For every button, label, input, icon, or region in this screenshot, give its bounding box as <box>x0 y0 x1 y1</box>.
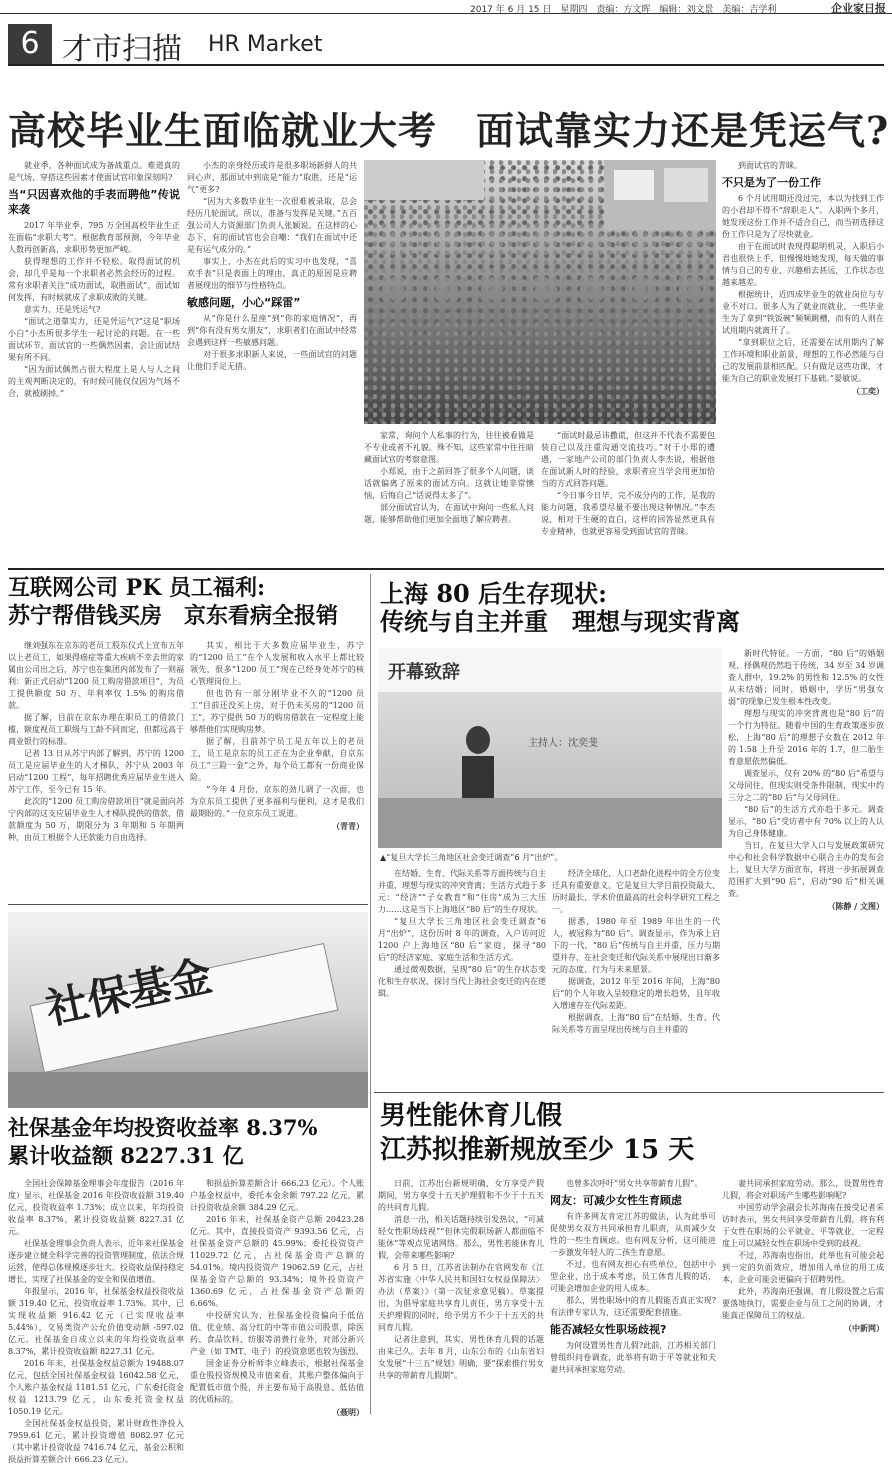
job-fair-photo <box>364 160 716 424</box>
paragraph: 但也仍有一部分刚毕业不久的“1200 员工”目前还没买上房，对于仍未买房的“1200 员工”，苏宁提供 50 万的购房借款在一定程度上能够帮他们实现购房梦。 <box>190 689 364 734</box>
paragraph: 部分面试官认为，在面试中询问一些私人问题，能够帮助他们更加全面地了解应聘者。 <box>364 503 534 524</box>
byline: （聂明） <box>332 1407 364 1417</box>
internet-headline-1: 互联网公司 PK 员工福利: <box>8 575 266 601</box>
lead-col-3 <box>364 430 534 562</box>
byline: （工奕） <box>852 386 884 396</box>
shanghai-col-1 <box>378 868 546 1086</box>
paragraph: 2017 年毕业季，795 万全国高校毕业生正在面临“求职大考”。根据教育部预测，今年毕业人数再创新高，求职形势更加严峻。 <box>8 221 180 254</box>
lead-subhead-1: 当“只因喜欢他的手表而聘他”传说来袭 <box>8 188 180 216</box>
paragraph: 有许多网友肯定江苏的做法，认为此举可促使男女双方共同承担育儿职责，从而减少女性的一些生育顾虑。也有网友分析，这可能进一步激发年轻人的二孩生育意愿。 <box>550 1212 716 1257</box>
paragraph: 不过，也有网友担心有些单位，包括中小型企业，出于成本考虑，员工休育儿假的话，可能会增加企业的用人成本。 <box>550 1260 716 1293</box>
paragraph: 据调查，2012 年至 2016 年间，上海“80 后”的个人年收入呈较稳定的增长趋势，且年收入增速存在代际差距。 <box>552 977 720 1010</box>
paragraph: 据了解，目前苏宁员工是五年以上的老员工，员工是京东的员工正在为企业奉献，自京东员工“三险一金”之外，每个员工都有一份商业保险。 <box>190 737 364 782</box>
paragraph: 在结婚、生育、代际关系等方面传统与自主并重，理想与现实的冲突背离；生活方式趋于多元：“经济”“子女教育”和“住房”成为三大压力……这是当下上海地区“80 后”的生存现状。 <box>378 869 546 914</box>
paragraph: 此外，苏海南还强调，育儿假设置之后需要落地执行，需要企业与员工之间的协调，才能真正保障员工的权益。 <box>722 1287 884 1320</box>
speaker-illustration <box>378 648 722 848</box>
internet-col-1 <box>8 640 184 898</box>
paragraph: “面试时最忌讳撒谎，但这并不代表不需要包装自己以及注重沟通交流技巧。”对于小郑的遭遇，一家地产公司的部门负责人李杰说，根据他在面试新人时的经验，求职者应当学会用更加恰当的方式回答问题。 <box>541 431 715 488</box>
paragraph: 据悉，1980 年至 1989 年出生的一代人，被冠称为“80 后”。调查显示，作为承上启下的一代，“80 后”传统与自主并重，压力与期望并存，在社会变迁和代际关系中展现出日渐多元的态度、行为与未来愿景。 <box>552 917 720 974</box>
paragraph: 就业季，各种面试成为备战重点。难道真的是气场、穿搭这些因素才使面试官印象深刻吗? <box>8 161 180 182</box>
shanghai-headline-1: 上海 80 后生存现状: <box>380 579 607 608</box>
internet-headline-2: 苏宁帮借钱买房 京东看病全报销 <box>8 603 339 629</box>
issue-meta: 2017 年 6 月 15 日 星期四 责编：方文晖 编辑：刘文景 美编：吉学利 <box>470 5 777 15</box>
paragraph: 不过，苏海南也指出，此举也有可能会起到一定的负面效应，增加用人单位的用工成本，企业可能会更偏向于招聘男性。 <box>722 1251 884 1284</box>
paragraph: 也曾多次呼吁“男女共享带薪育儿假”。 <box>566 1179 703 1188</box>
paragraph: “今日事今日毕，完不成分内的工作，是我的能力问题，我希望尽量不要出现这种情况。”李杰说，相对于生硬的直白，这样的回答显然更具有专业精神，也就更容易受到面试官的青睐。 <box>541 491 715 536</box>
banner-text: 开幕致辞 <box>388 662 460 683</box>
lead-col-2 <box>187 160 357 560</box>
paternity-col-2 <box>550 1178 716 1430</box>
byline: （青青） <box>332 821 364 831</box>
paragraph: “面试之道靠实力，还是凭运气?”这是“职场小白”小杰所很多学生一起讨论的问题。在一些面试环节，面试官的一些偶然因素，会让面试结果有所不同。 <box>8 317 180 362</box>
paternity-headline-2: 江苏拟推新规放至少 15 天 <box>380 1135 695 1165</box>
section-header <box>8 22 884 66</box>
byline: （中新网） <box>844 1323 884 1333</box>
paragraph: 国金证券分析师李立峰表示，根据社保基金重仓股投资规模及市值来看，其账户整体偏向于配置低市值个股，并主要布局于高股息、低估值的优质标的。 <box>190 1359 364 1404</box>
paragraph: 根据统计，近四成毕业生的就业岗位与专业不对口。很多人为了就业而就业，一些毕业生为了拿到“铁饭碗”频频跳槽，而有的人则在试用期内就离开了。 <box>722 290 884 335</box>
paragraph: 消息一出，相关话题持续引发热议，“可减轻女性职场歧视”“但休完假职场新人都面临不能休”等观点见诸网络。那么，男性若能休育儿假，会带来哪些影响? <box>378 1215 544 1260</box>
paragraph: 妻共同承担家庭劳动。那么，设置男性育儿假，将会对职场产生哪些影响呢? <box>722 1179 884 1200</box>
lead-headline: 高校毕业生面临就业大考 面试靠实力还是凭运气? <box>8 108 890 153</box>
paragraph: 获得理想的工作并不轻松。取得面试的机会，却几乎是每一个求职者必然会经历的过程。常有求职者关注“成功面试，取胜面试”，面试如何发挥，有时候就成了求职成败的关键。 <box>8 257 180 302</box>
lead-col-1 <box>8 160 180 560</box>
paragraph: 据了解，目前在京东办理在职员工的借款门槛，额度视员工职级与工龄不同而定，但都远高于商业银行的标准。 <box>8 713 184 746</box>
paragraph: 由于在面试时表现得聪明机灵，入职后小君也很快上手，但慢慢地她发现，每天做的事情与自己的专业、兴趣相去甚远，工作状态也越来越差。 <box>722 242 884 287</box>
paternity-col-3 <box>722 1178 884 1430</box>
section-title-en: HR Market <box>208 32 323 57</box>
lead-col-4 <box>541 430 715 562</box>
shanghai-headline-2: 传统与自主并重 理想与现实背离 <box>380 607 740 636</box>
fund-photo-text: 社保基金 <box>41 950 217 1034</box>
paragraph: 此次的“1200 员工购房借款项目”就是面向苏宁内部的这支应届毕业生人才梯队提供的借款，借款额度为 50 万，期限分为 3 年期和 5 年期两种，由员工根据个人还款能力自由选择。 <box>8 797 184 842</box>
paternity-subhead-1: 网友：可减少女性生育顾虑 <box>550 1194 682 1207</box>
seminar-photo <box>378 648 722 848</box>
column-divider <box>370 574 371 1414</box>
paragraph: 记者 13 日从苏宁内部了解到，苏宁的 1200 员工是应届毕业生的人才梯队，苏宁从 2003 年启动“1200 工程”，每年招聘优秀应届毕业生进入苏宁工作，至今已有 15 年。 <box>8 749 184 794</box>
fund-col-2 <box>190 1178 364 1430</box>
paragraph: 通过微观数据，呈现“80 后”的生存状态变化和生存状况，探讨当代上海社会变迁的内在逻辑。 <box>378 965 546 998</box>
photo-caption: ▲“复旦大学长三角地区社会变迁调查”6 月“出炉”。 <box>380 853 563 862</box>
paragraph: 年报显示，2016 年，社保基金权益投资收益额 319.40 亿元，投资收益率 1.73%。其中，已实现收益额 916.42 亿元（已实现收益率 5.44%），交易类资产公允价值变动额 -597.02 亿元。社保基金自成立以来的年均投资收益率 8.37%，累计投资收益额 8227.31 亿元。 <box>8 1287 184 1356</box>
paragraph: “今年 4 月份，京东的劲儿调了一次面，也为京东员工提供了更多福利与便利，这才是我们最期盼的。”一位京东员工说道。 <box>190 785 364 818</box>
paragraph: 家常，询问个人私事的行为，往往被看做是不专业或者不礼貌。殊不知，这些家常中往往暗藏面试官的考察意图。 <box>364 431 534 464</box>
paragraph: 继刘强东在京东的老员工股东仪式上宣布五年以上老员工，如果得癌症等重大疾病不幸去世的家属由公司出之后，苏宁也在集团内部发布了一则福利：新正式启动“1200 员工购房借款项目”，为员工提供额度 50 万、年利率仅 1.5% 的购房借款。 <box>8 641 184 710</box>
paragraph: 事实上，小杰在此后的实习中也发现，“喜欢手表”只是表面上的理由，真正的原因是应聘者展现出的细节与性格特点。 <box>187 257 357 290</box>
internet-col-2 <box>190 640 364 898</box>
paragraph: 6 月 5 日，江苏省法制办在官网发布《江苏省实施〈中华人民共和国妇女权益保障法〉办法（草案）》（第一次征求意见稿）。草案提出，为倡导家庭共享育儿责任，男方享受十五天护理假的同时，给予男方不少于十五天的共同育儿假。 <box>378 1263 544 1332</box>
newspaper-name: 企业家日报 <box>831 2 886 15</box>
paragraph: 到面试官的青睐。 <box>738 161 802 170</box>
section-title: 才市扫描 <box>62 32 182 67</box>
paragraph: 全国社保基金权益投资，累计财政性净投入 7959.61 亿元，累计投资增值 8082.97 亿元（其中累计投资收益 7416.74 亿元，基金公积和损益折算差额合计 666.23 亿元）。 <box>8 1419 184 1464</box>
paragraph: 日前，江苏出台新规明确，女方享受产假期间，男方享受十五天护理假和不少于十五天的共同育儿假。 <box>378 1179 544 1212</box>
paternity-col-1 <box>378 1178 544 1430</box>
paragraph: 记者注意到，其实，男性休育儿假的话题由来已久。去年 8 月，山东公布的《山东省妇女发展“十三五”规划》明确，要“探索推行男女共享的带薪育儿假期”。 <box>378 1335 544 1380</box>
paragraph: “80 后”的生活方式亦趋于多元。调查显示，“80 后”受访者中有 70% 以上的人认为自己身体健康。 <box>728 805 884 838</box>
paragraph: 其实，相比于大多数应届毕业生，苏宁的“1200 员工”在个人发展和收入水平上都比较领先，很多“1200 员工”现在已经身处苏宁的核心管理岗位上。 <box>190 641 364 686</box>
paragraph: “拿到职位之后，还需要在试用期内了解工作环境和职业前景，理想的工作必然能与自己的发展前景相匹配。只有做足这些功课，才能为自己的职业发展打下基础。”晏敏说。 <box>722 338 884 383</box>
host-label: 主持人：沈奕斐 <box>528 738 598 749</box>
fund-headline-2: 累计收益额 8227.31 亿 <box>8 1143 244 1168</box>
fund-col-1 <box>8 1178 184 1464</box>
paragraph: 小郑说，由于之前回答了很多个人问题，谈话就偏离了原来的面试方向。这就让她非常懊恼，后悔自己“话说得太多了”。 <box>364 467 534 500</box>
paragraph: 经济全球化、人口老龄化进程中的全方位变迁具有重要意义。它是复旦大学目前投资最大、历时最长、学术价值最高的社会科学研究工程之一。 <box>552 869 720 914</box>
fund-photo <box>8 912 368 1108</box>
divider <box>374 1092 884 1093</box>
paragraph: 全国社会保障基金理事会年度报告（2016 年度）显示，社保基金 2016 年投资收益额 319.40 亿元，投资收益率 1.73%；成立以来，年均投资收益率 8.37%，累计投资收益额 8227.31 亿元。 <box>8 1179 184 1236</box>
paragraph: 当日，在复旦大学人口与发展政策研究中心和社会科学数据中心联合主办的发布会上，复旦大学方面宣布，将进一步拓展调查范围扩大到“90 后”，启动“90 后”相关调查。 <box>728 841 884 898</box>
top-bar <box>0 0 892 14</box>
paragraph: 对于很多求职新人来说，一些面试官的问题让他们手足无措。 <box>187 350 357 371</box>
crowd-illustration <box>364 160 716 424</box>
paragraph: 小杰的亲身经历或许是很多职场新鲜人的共同心声，那面试中到底是“能力”取胜，还是“运气”更多? <box>187 161 357 194</box>
paragraph: 社保基金理事会负责人表示，近年来社保基金逐步建立健全科学完善的投资管理制度，依法合规运营，使得总体规模逐步壮大。投资收益保持稳定增长，实现了社保基金的安全和保值增值。 <box>8 1239 184 1284</box>
fund-headline-1: 社保基金年均投资收益率 8.37% <box>8 1115 318 1140</box>
paragraph: “因为大多数毕业生一次很难被录取，总会经历几轮面试。所以，准备与发挥是关键。”五百强公司人力资源部门负责人张颖说。在这样的心态下，有的面试官也会自嘲：“我们在面试中还是有运气成分的。” <box>187 197 357 254</box>
lead-col-5 <box>722 160 884 560</box>
paragraph: 为何设置男性育儿假?此前，江苏相关部门曾组织问卷调查，此举将有助于平等就业和夫妻共同承担家庭劳动。 <box>550 1341 716 1374</box>
shanghai-col-3 <box>728 648 884 1086</box>
paragraph: 2016 年末，社保基金权益总额为 19488.07 亿元，包括全国社保基金权益 16042.58 亿元，个人账户基金权益 1181.51 亿元，广东委托资金权益 1213.79 亿元，山东委托资金权益 1050.19 亿元。 <box>8 1359 184 1416</box>
paragraph: 2016 年末，社保基金资产总额 20423.28 亿元。其中，直接投资资产 9393.56 亿元，占社保基金资产总额的 45.99%；委托投资资产 11029.72 亿元，占社保基金资产总额的 54.01%。境内投资资产 19062.59 亿元，占社保基金资产总额的 93.34%；境外投资资产 1360.69 亿元，占社保基金资产总额的 6.66%。 <box>190 1215 364 1308</box>
paragraph: 新时代特征。一方面，“80 后”的婚姻观、择偶观仍然趋于传统，34 岁至 34 岁调查人群中，19.2% 的男性和 12.5% 的女性从未结婚；同时，婚姻中，学历“男强女弱”的现象已发生根本性改变。 <box>728 649 884 706</box>
paragraph: “因为面试偶然占很大程度上是人与人之间的主观判断决定的，有时候可能仅仅因为气场不合，就被刷掉。” <box>8 365 180 398</box>
paternity-headline-1: 男性能休育儿假 <box>380 1101 563 1131</box>
byline: （陈静 / 文图） <box>827 901 884 911</box>
paragraph: 中投研究认为，社保基金投资偏向于低估值、优业绩、高分红的中等市值公司股票，除医药、食品饮料、纺服等消费行业外，对部分新兴产业（如 TMT、电子）的投资意愿也较为强烈。 <box>190 1311 364 1356</box>
paragraph: 根据调查，上海“80 后”在结婚、生育、代际关系等方面呈现出传统与自主并重的 <box>552 1013 720 1034</box>
lead-subhead-2: 敏感问题，小心“踩雷” <box>187 296 301 309</box>
shanghai-col-2 <box>552 868 720 1086</box>
divider <box>8 568 884 570</box>
paragraph: 和损益折算差额合计 666.23 亿元）。个人账户基金权益中，委托本金余额 797.22 亿元，累计投资收益余额 384.29 亿元。 <box>190 1179 364 1212</box>
page-number: 6 <box>8 24 52 64</box>
divider <box>8 904 368 905</box>
paragraph: 意实力，还是凭运气? <box>24 305 101 314</box>
paragraph: “复旦大学长三角地区社会变迁调查”6 月“出炉”，这份历时 8 年的调查，入户访问近 1200 户上海地区“80 后”家庭，探寻“80 后”的经济家庭、家庭生活和生活方式。 <box>378 917 546 962</box>
paragraph: 中国劳动学会副会长苏海南在接受记者采访时表示，男女共同享受带薪育儿假，将有利于女性在职场的公平就业、平等就业，一定程度上可以减轻女性在职场中受到的歧视。 <box>722 1203 884 1248</box>
lead-subhead-3: 不只是为了一份工作 <box>722 176 821 189</box>
paragraph: 那么，男性职场中的育儿假能否真正实现?有法律专家认为，这还需要配套措施。 <box>550 1296 716 1317</box>
paragraph: 调查显示，仅有 20% 的“80 后”希望与父母同住，但现实则受条件限制，现实中约三分之二的“80 后”与父母同住。 <box>728 769 884 802</box>
paragraph: 理想与现实的冲突背离也是“80 后”的一个行为特征。随着中国的生育政策逐步放松，上海“80 后”的理想子女数在 2012 年的 1.58 上升至 2016 年的 1.7，但二胎生育意愿依然偏低。 <box>728 709 884 766</box>
paragraph: 6 个月试用期还没过完，本以为找到工作的小君却不得不“辞职走人”。入职两个多月，她发现这份工作并不适合自己，而当初选择这份工作只是为了尽快就业。 <box>722 194 884 239</box>
paragraph: 从“你是什么星座”到“你的家庭情况”，再到“你有没有男女朋友”，求职者们在面试中经常会遇到这样一些敏感问题。 <box>187 314 357 347</box>
paternity-subhead-2: 能否减轻女性职场歧视? <box>550 1323 667 1336</box>
